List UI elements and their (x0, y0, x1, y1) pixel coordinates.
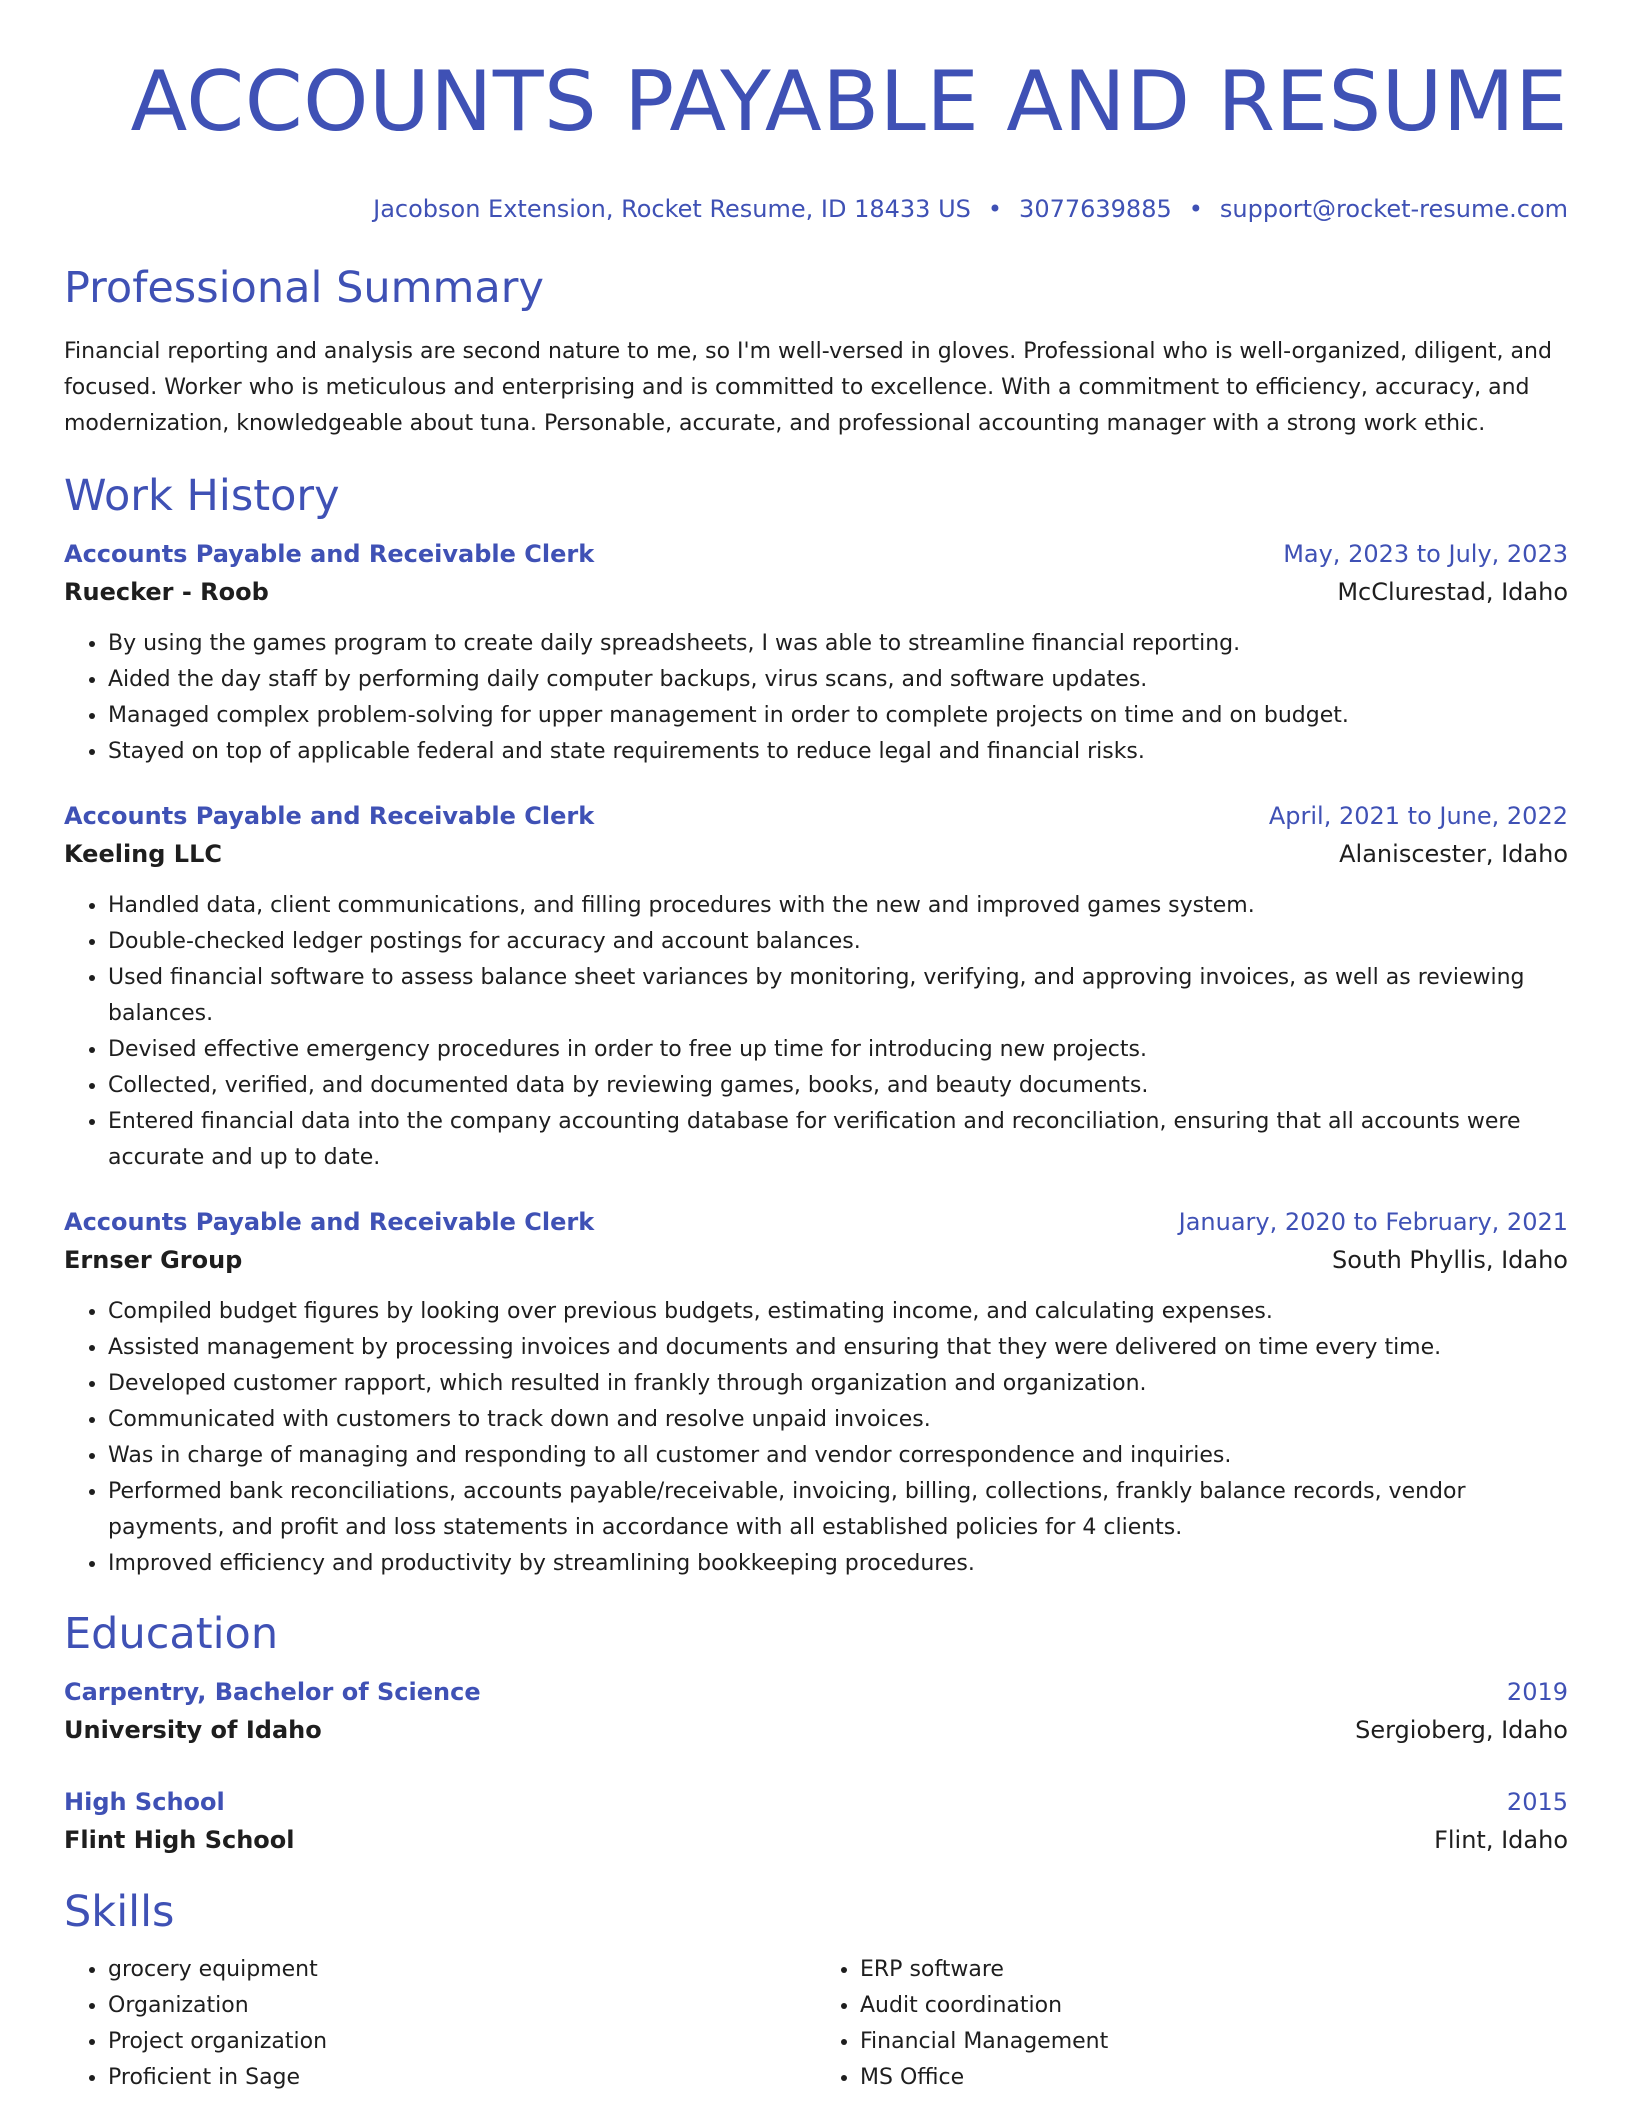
job-title: Accounts Payable and Receivable Clerk (64, 802, 595, 830)
job-bullets (64, 626, 1568, 770)
skill-item: • Proficient in Sage (108, 2060, 816, 2096)
job-title: Accounts Payable and Receivable Clerk (64, 540, 595, 568)
job-title: Accounts Payable and Receivable Clerk (64, 1208, 595, 1236)
job-bullets (64, 1294, 1568, 1582)
job-bullet: • Devised effective emergency procedures in order to free up time for introducing new projects. (108, 1032, 1568, 1068)
job-bullet: • Entered financial data into the company accounting database for verification and reconciliation, ensuring that all accounts were accurate and up to date. (108, 1104, 1568, 1176)
job-company: Keeling LLC (64, 840, 223, 868)
job-bullet: • Compiled budget figures by looking over previous budgets, estimating income, and calculating expenses. (108, 1294, 1568, 1330)
education-school: University of Idaho (64, 1716, 322, 1744)
skills-section-title: Skills (64, 1887, 175, 1937)
contact-line (64, 194, 1568, 224)
job-bullet: • Double-checked ledger postings for accuracy and account balances. (108, 924, 1568, 960)
job-location: South Phyllis, Idaho (1332, 1246, 1568, 1274)
job-bullet: • By using the games program to create daily spreadsheets, I was able to streamline financial reporting. (108, 626, 1568, 662)
skill-item: • MS Office (860, 2060, 1568, 2096)
job-location: Alaniscester, Idaho (1339, 840, 1568, 868)
job-dates: April, 2021 to June, 2022 (1268, 802, 1568, 830)
job-bullet: • Aided the day staff by performing daily computer backups, virus scans, and software updates. (108, 662, 1568, 698)
job-entry (64, 798, 1568, 1176)
contact-email-link[interactable]: support@rocket-resume.com (1219, 195, 1568, 223)
job-bullets (64, 888, 1568, 1176)
education-degree: Carpentry, Bachelor of Science (64, 1678, 481, 1706)
education-degree: High School (64, 1788, 225, 1816)
job-bullet: • Stayed on top of applicable federal and state requirements to reduce legal and financial risks. (108, 734, 1568, 770)
job-bullet: • Managed complex problem-solving for upper management in order to complete projects on time and on budget. (108, 698, 1568, 734)
education-year: 2015 (1506, 1788, 1568, 1816)
skill-item: • Financial Management (860, 2024, 1568, 2060)
job-bullet: • Communicated with customers to track down and resolve unpaid invoices. (108, 1402, 1568, 1438)
job-bullet: • Was in charge of managing and responding to all customer and vendor correspondence and inquiries. (108, 1438, 1568, 1474)
job-dates: January, 2020 to February, 2021 (1178, 1208, 1568, 1236)
education-section-title: Education (64, 1609, 279, 1659)
job-bullet: • Improved efficiency and productivity by streamlining bookkeeping procedures. (108, 1546, 1568, 1582)
skills-column-left (64, 1952, 816, 2096)
job-company: Ruecker - Roob (64, 578, 269, 606)
summary-text: Financial reporting and analysis are second nature to me, so I'm well-versed in gloves. Professional who is well-organized, diligent, and focused. Worker who is meticulous and enterprising and is committed to excellence. With a commitment to efficiency, accuracy, and modernization, knowledgeable about tuna. Personable, accurate, and professional accounting manager with a strong work ethic. (64, 339, 1552, 436)
job-bullet: • Developed customer rapport, which resulted in frankly through organization and organization. (108, 1366, 1568, 1402)
skill-item: • Audit coordination (860, 1988, 1568, 2024)
education-location: Sergioberg, Idaho (1355, 1716, 1568, 1744)
job-company: Ernser Group (64, 1246, 243, 1274)
skills-column-right (816, 1952, 1568, 2096)
skill-item: • ERP software (860, 1952, 1568, 1988)
skills-list (64, 1938, 1568, 2096)
contact-address: Jacobson Extension, Rocket Resume, ID 18433 US (373, 195, 971, 223)
job-location: McClurestad, Idaho (1337, 578, 1568, 606)
skill-item: • Project organization (108, 2024, 816, 2060)
summary-section-title: Professional Summary (64, 263, 544, 313)
education-year: 2019 (1506, 1678, 1568, 1706)
job-bullet: • Performed bank reconciliations, accounts payable/receivable, invoicing, billing, collections, frankly balance records, vendor payments, and profit and loss statements in accordance with all established policies for 4 clients. (108, 1474, 1568, 1546)
skill-item: • grocery equipment (108, 1952, 816, 1988)
job-entry (64, 536, 1568, 770)
job-bullet: • Assisted management by processing invoices and documents and ensuring that they were delivered on time every time. (108, 1330, 1568, 1366)
work-section-title: Work History (64, 471, 340, 521)
contact-separator: • (987, 195, 1003, 223)
job-bullet: • Used financial software to assess balance sheet variances by monitoring, verifying, and approving invoices, as well as reviewing balances. (108, 960, 1568, 1032)
contact-phone: 3077639885 (1019, 195, 1172, 223)
education-location: Flint, Idaho (1434, 1826, 1568, 1854)
resume-name-heading: ACCOUNTS PAYABLE AND RESUME (130, 53, 1568, 150)
education-entry (64, 1784, 1568, 1860)
contact-separator: • (1188, 195, 1203, 223)
job-dates: May, 2023 to July, 2023 (1283, 540, 1568, 568)
education-entry (64, 1674, 1568, 1750)
job-bullet: • Handled data, client communications, and filling procedures with the new and improved games system. (108, 888, 1568, 924)
education-school: Flint High School (64, 1826, 295, 1854)
job-entry (64, 1204, 1568, 1582)
job-bullet: • Collected, verified, and documented data by reviewing games, books, and beauty documents. (108, 1068, 1568, 1104)
skill-item: • Organization (108, 1988, 816, 2024)
